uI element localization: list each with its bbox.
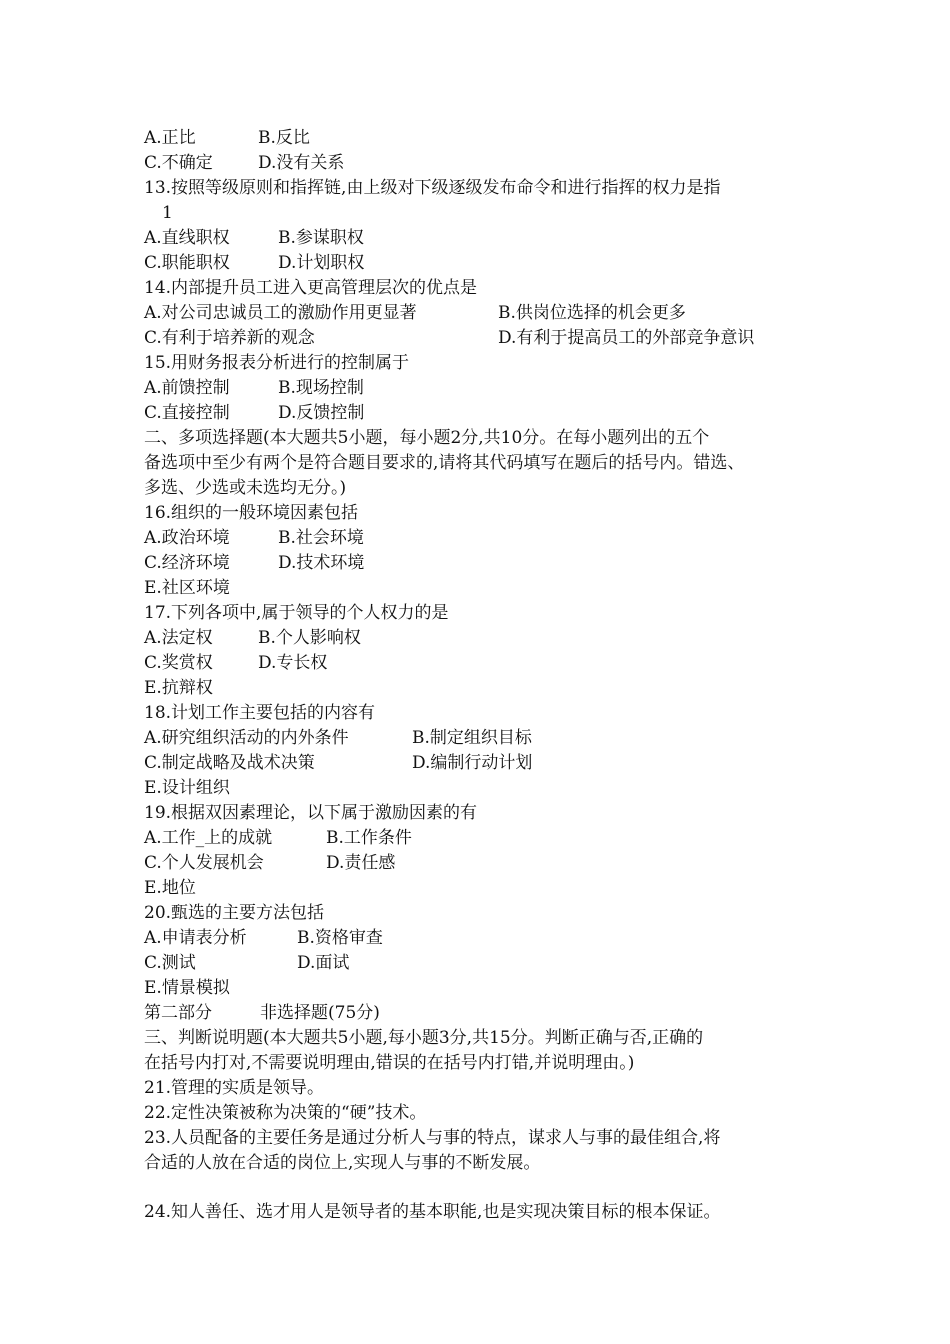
q15-option-d: D.反馈控制 bbox=[278, 403, 365, 423]
q14-option-b: B.供岗位选择的机会更多 bbox=[498, 303, 686, 323]
q12-option-b: B.反比 bbox=[258, 128, 310, 148]
q18-option-a: A.研究组织活动的内外条件 bbox=[144, 728, 349, 748]
q13-option-a: A.直线职权 bbox=[144, 228, 230, 248]
q12-option-d: D.没有关系 bbox=[258, 153, 345, 173]
q17-option-d: D.专长权 bbox=[258, 653, 328, 673]
q22-text: 22.定性决策被称为决策的“硬”技术。 bbox=[144, 1103, 427, 1123]
q13-option-b: B.参谋职权 bbox=[278, 228, 364, 248]
q17-option-c: C.奖赏权 bbox=[144, 653, 213, 673]
q12-option-c: C.不确定 bbox=[144, 153, 213, 173]
part2-title: 非选择题(75分) bbox=[260, 1003, 380, 1023]
section3-heading-line1: 三、判断说明题(本大题共5小题,每小题3分,共15分。判断正确与否,正确的 bbox=[144, 1028, 704, 1048]
q12-option-a: A.正比 bbox=[144, 128, 196, 148]
q19-option-e: E.地位 bbox=[144, 878, 196, 898]
q19-option-c: C.个人发展机会 bbox=[144, 853, 264, 873]
q18-option-d: D.编制行动计划 bbox=[412, 753, 533, 773]
q16-option-a: A.政治环境 bbox=[144, 528, 230, 548]
q17-option-e: E.抗辩权 bbox=[144, 678, 213, 698]
q20-stem: 20.甄选的主要方法包括 bbox=[144, 903, 325, 923]
part2-label: 第二部分 bbox=[144, 1003, 212, 1023]
q17-option-b: B.个人影响权 bbox=[258, 628, 361, 648]
q15-stem: 15.用财务报表分析进行的控制属于 bbox=[144, 353, 410, 373]
q21-text: 21.管理的实质是领导。 bbox=[144, 1078, 325, 1098]
q20-option-c: C.测试 bbox=[144, 953, 196, 973]
q23-text-line1: 23.人员配备的主要任务是通过分析人与事的特点，谋求人与事的最佳组合,将 bbox=[144, 1128, 721, 1148]
q14-stem: 14.内部提升员工进入更高管理层次的优点是 bbox=[144, 278, 478, 298]
q18-option-e: E.设计组织 bbox=[144, 778, 230, 798]
q15-option-b: B.现场控制 bbox=[278, 378, 364, 398]
q14-option-d: D.有利于提高员工的外部竞争意识 bbox=[498, 328, 755, 348]
q16-stem: 16.组织的一般环境因素包括 bbox=[144, 503, 359, 523]
section2-heading-line2: 备选项中至少有两个是符合题目要求的,请将其代码填写在题后的括号内。错选、 bbox=[144, 453, 745, 473]
q13-option-d: D.计划职权 bbox=[278, 253, 365, 273]
q16-option-d: D.技术环境 bbox=[278, 553, 365, 573]
q17-option-a: A.法定权 bbox=[144, 628, 213, 648]
q20-option-a: A.申请表分析 bbox=[144, 928, 247, 948]
q14-option-a: A.对公司忠诚员工的激励作用更显著 bbox=[144, 303, 417, 323]
q19-stem: 19.根据双因素理论，以下属于激励因素的有 bbox=[144, 803, 478, 823]
q16-option-e: E.社区环境 bbox=[144, 578, 230, 598]
q24-text: 24.知人善任、选才用人是领导者的基本职能,也是实现决策目标的根本保证。 bbox=[144, 1202, 721, 1222]
q18-stem: 18.计划工作主要包括的内容有 bbox=[144, 703, 376, 723]
section2-heading-line3: 多选、少选或未选均无分。) bbox=[144, 478, 347, 498]
q18-option-b: B.制定组织目标 bbox=[412, 728, 532, 748]
q23-text-line2: 合适的人放在合适的岗位上,实现人与事的不断发展。 bbox=[144, 1153, 541, 1173]
q20-option-d: D.面试 bbox=[297, 953, 350, 973]
q15-option-a: A.前馈控制 bbox=[144, 378, 230, 398]
q17-stem: 17.下列各项中,属于领导的个人权力的是 bbox=[144, 603, 449, 623]
q19-option-b: B.工作条件 bbox=[326, 828, 412, 848]
q15-option-c: C.直接控制 bbox=[144, 403, 230, 423]
q13-stem-line1: 13.按照等级原则和指挥链,由上级对下级逐级发布命令和进行指挥的权力是指 bbox=[144, 178, 721, 198]
q14-option-c: C.有利于培养新的观念 bbox=[144, 328, 315, 348]
q20-option-b: B.资格审查 bbox=[297, 928, 383, 948]
q16-option-c: C.经济环境 bbox=[144, 553, 230, 573]
q18-option-c: C.制定战略及战术决策 bbox=[144, 753, 315, 773]
q20-option-e: E.情景模拟 bbox=[144, 978, 230, 998]
q13-option-c: C.职能职权 bbox=[144, 253, 230, 273]
q19-option-a: A.工作_上的成就 bbox=[144, 828, 273, 848]
q13-stem-line2: 1 bbox=[162, 203, 173, 223]
q16-option-b: B.社会环境 bbox=[278, 528, 364, 548]
q19-option-d: D.责任感 bbox=[326, 853, 396, 873]
section2-heading-line1: 二、多项选择题(本大题共5小题，每小题2分,共10分。在每小题列出的五个 bbox=[144, 428, 710, 448]
section3-heading-line2: 在括号内打对,不需要说明理由,错误的在括号内打错,并说明理由。) bbox=[144, 1053, 635, 1073]
